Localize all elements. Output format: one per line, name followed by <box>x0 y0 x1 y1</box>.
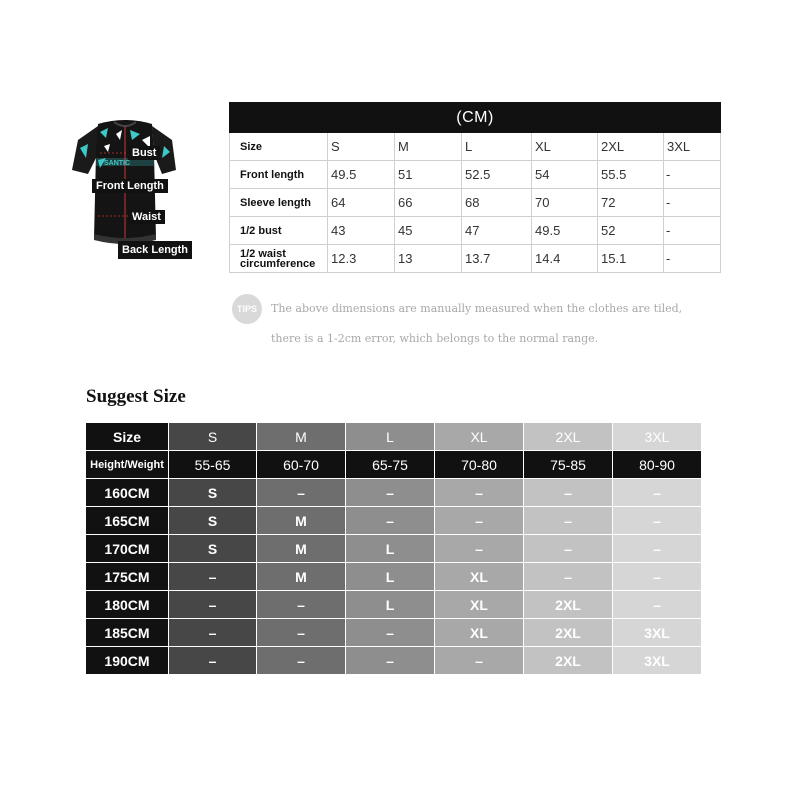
tips-badge-icon: TIPS <box>232 294 262 324</box>
header-size: Size <box>230 133 328 161</box>
suggest-size-table <box>86 423 702 675</box>
size-cell: – <box>346 619 435 647</box>
header-s: S <box>328 133 395 161</box>
size-cell: – <box>524 535 613 563</box>
size-cell: – <box>613 535 702 563</box>
size-cell: S <box>169 479 257 507</box>
cell: 68 <box>462 189 532 217</box>
suggest-size-title: Suggest Size <box>86 386 186 407</box>
size-cell: – <box>435 647 524 675</box>
header-m: M <box>395 133 462 161</box>
cell: - <box>664 161 721 189</box>
size-cell: – <box>435 507 524 535</box>
height-row <box>86 507 702 535</box>
size-cell: L <box>346 591 435 619</box>
weight-range: 75-85 <box>524 451 613 479</box>
size-cell: S <box>169 535 257 563</box>
size-cell: M <box>257 563 346 591</box>
cell: 72 <box>598 189 664 217</box>
size-header-label: Size <box>86 423 169 451</box>
size-col-header: S <box>169 423 257 451</box>
row-label <box>230 245 328 273</box>
row-label: 1/2 bust <box>230 217 328 245</box>
jersey-brand: SANTIC <box>104 160 131 167</box>
height-label: 170CM <box>86 535 169 563</box>
size-cell: – <box>169 619 257 647</box>
size-cell: – <box>257 647 346 675</box>
header-l: L <box>462 133 532 161</box>
weight-range: 60-70 <box>257 451 346 479</box>
cell: 13 <box>395 245 462 273</box>
weight-range: 55-65 <box>169 451 257 479</box>
size-cell: 2XL <box>524 591 613 619</box>
measure-row-half-bust <box>230 217 721 245</box>
cell: 54 <box>532 161 598 189</box>
size-cell: XL <box>435 591 524 619</box>
size-cell: – <box>257 479 346 507</box>
size-cell: – <box>613 479 702 507</box>
size-cell: 2XL <box>524 647 613 675</box>
height-row <box>86 535 702 563</box>
tips-line-1: The above dimensions are manually measured when the clothes are tiled, <box>271 302 683 315</box>
tips-line-2: there is a 1-2cm error, which belongs to the normal range. <box>271 332 599 345</box>
size-cell: S <box>169 507 257 535</box>
size-cell: XL <box>435 563 524 591</box>
front-length-label: Front Length <box>92 179 168 193</box>
cell: 49.5 <box>532 217 598 245</box>
cell: 49.5 <box>328 161 395 189</box>
size-cell: L <box>346 563 435 591</box>
size-col-header: XL <box>435 423 524 451</box>
header-xl: XL <box>532 133 598 161</box>
size-cell: – <box>169 591 257 619</box>
cell: 52 <box>598 217 664 245</box>
cell: - <box>664 245 721 273</box>
height-row <box>86 619 702 647</box>
header-3xl: 3XL <box>664 133 721 161</box>
row-label: Front length <box>230 161 328 189</box>
cell: 64 <box>328 189 395 217</box>
cell: 51 <box>395 161 462 189</box>
row-label-line2: circumference <box>240 257 316 270</box>
height-label: 180CM <box>86 591 169 619</box>
height-label: 160CM <box>86 479 169 507</box>
measure-row-sleeve-length <box>230 189 721 217</box>
cell: 14.4 <box>532 245 598 273</box>
size-col-header: L <box>346 423 435 451</box>
size-cell: – <box>435 479 524 507</box>
measure-row-half-waist <box>230 245 721 273</box>
height-row <box>86 647 702 675</box>
size-cell: XL <box>435 619 524 647</box>
size-cell: – <box>346 647 435 675</box>
cell: 45 <box>395 217 462 245</box>
cell: 13.7 <box>462 245 532 273</box>
size-cell: – <box>613 591 702 619</box>
size-cell: – <box>169 647 257 675</box>
weight-range: 80-90 <box>613 451 702 479</box>
size-cell: 3XL <box>613 647 702 675</box>
measure-row-front-length <box>230 161 721 189</box>
size-cell: – <box>613 507 702 535</box>
size-cell: – <box>169 563 257 591</box>
size-cell: – <box>613 563 702 591</box>
cell: 52.5 <box>462 161 532 189</box>
bust-label: Bust <box>128 146 160 160</box>
height-label: 190CM <box>86 647 169 675</box>
height-row <box>86 563 702 591</box>
size-cell: L <box>346 535 435 563</box>
size-col-header: 3XL <box>613 423 702 451</box>
height-row <box>86 591 702 619</box>
row-label: Sleeve length <box>230 189 328 217</box>
size-cell: – <box>524 479 613 507</box>
cell: - <box>664 189 721 217</box>
weight-range: 70-80 <box>435 451 524 479</box>
cell: 70 <box>532 189 598 217</box>
cell: - <box>664 217 721 245</box>
size-cell: – <box>435 535 524 563</box>
header-2xl: 2XL <box>598 133 664 161</box>
height-label: 165CM <box>86 507 169 535</box>
weight-row <box>86 451 702 479</box>
size-col-header: 2XL <box>524 423 613 451</box>
cell: 66 <box>395 189 462 217</box>
size-header-row <box>86 423 702 451</box>
cell: 12.3 <box>328 245 395 273</box>
back-length-label: Back Length <box>118 241 192 259</box>
cell: 55.5 <box>598 161 664 189</box>
height-label: 185CM <box>86 619 169 647</box>
height-row <box>86 479 702 507</box>
size-cell: – <box>346 479 435 507</box>
size-cell: – <box>257 591 346 619</box>
size-cell: – <box>524 507 613 535</box>
jersey-illustration <box>70 118 200 266</box>
row-label-line1: 1/2 waist <box>240 247 286 260</box>
weight-range: 65-75 <box>346 451 435 479</box>
waist-label: Waist <box>128 210 165 224</box>
size-cell: – <box>524 563 613 591</box>
cell: 43 <box>328 217 395 245</box>
size-cell: M <box>257 507 346 535</box>
weight-label: Height/Weight <box>86 451 169 479</box>
size-col-header: M <box>257 423 346 451</box>
measurement-table <box>229 102 721 273</box>
size-cell: 3XL <box>613 619 702 647</box>
cell: 15.1 <box>598 245 664 273</box>
size-cell: M <box>257 535 346 563</box>
size-cell: – <box>346 507 435 535</box>
cell: 47 <box>462 217 532 245</box>
height-label: 175CM <box>86 563 169 591</box>
size-cell: – <box>257 619 346 647</box>
unit-header: (CM) <box>230 103 721 133</box>
size-cell: 2XL <box>524 619 613 647</box>
measure-header-row <box>230 133 721 161</box>
